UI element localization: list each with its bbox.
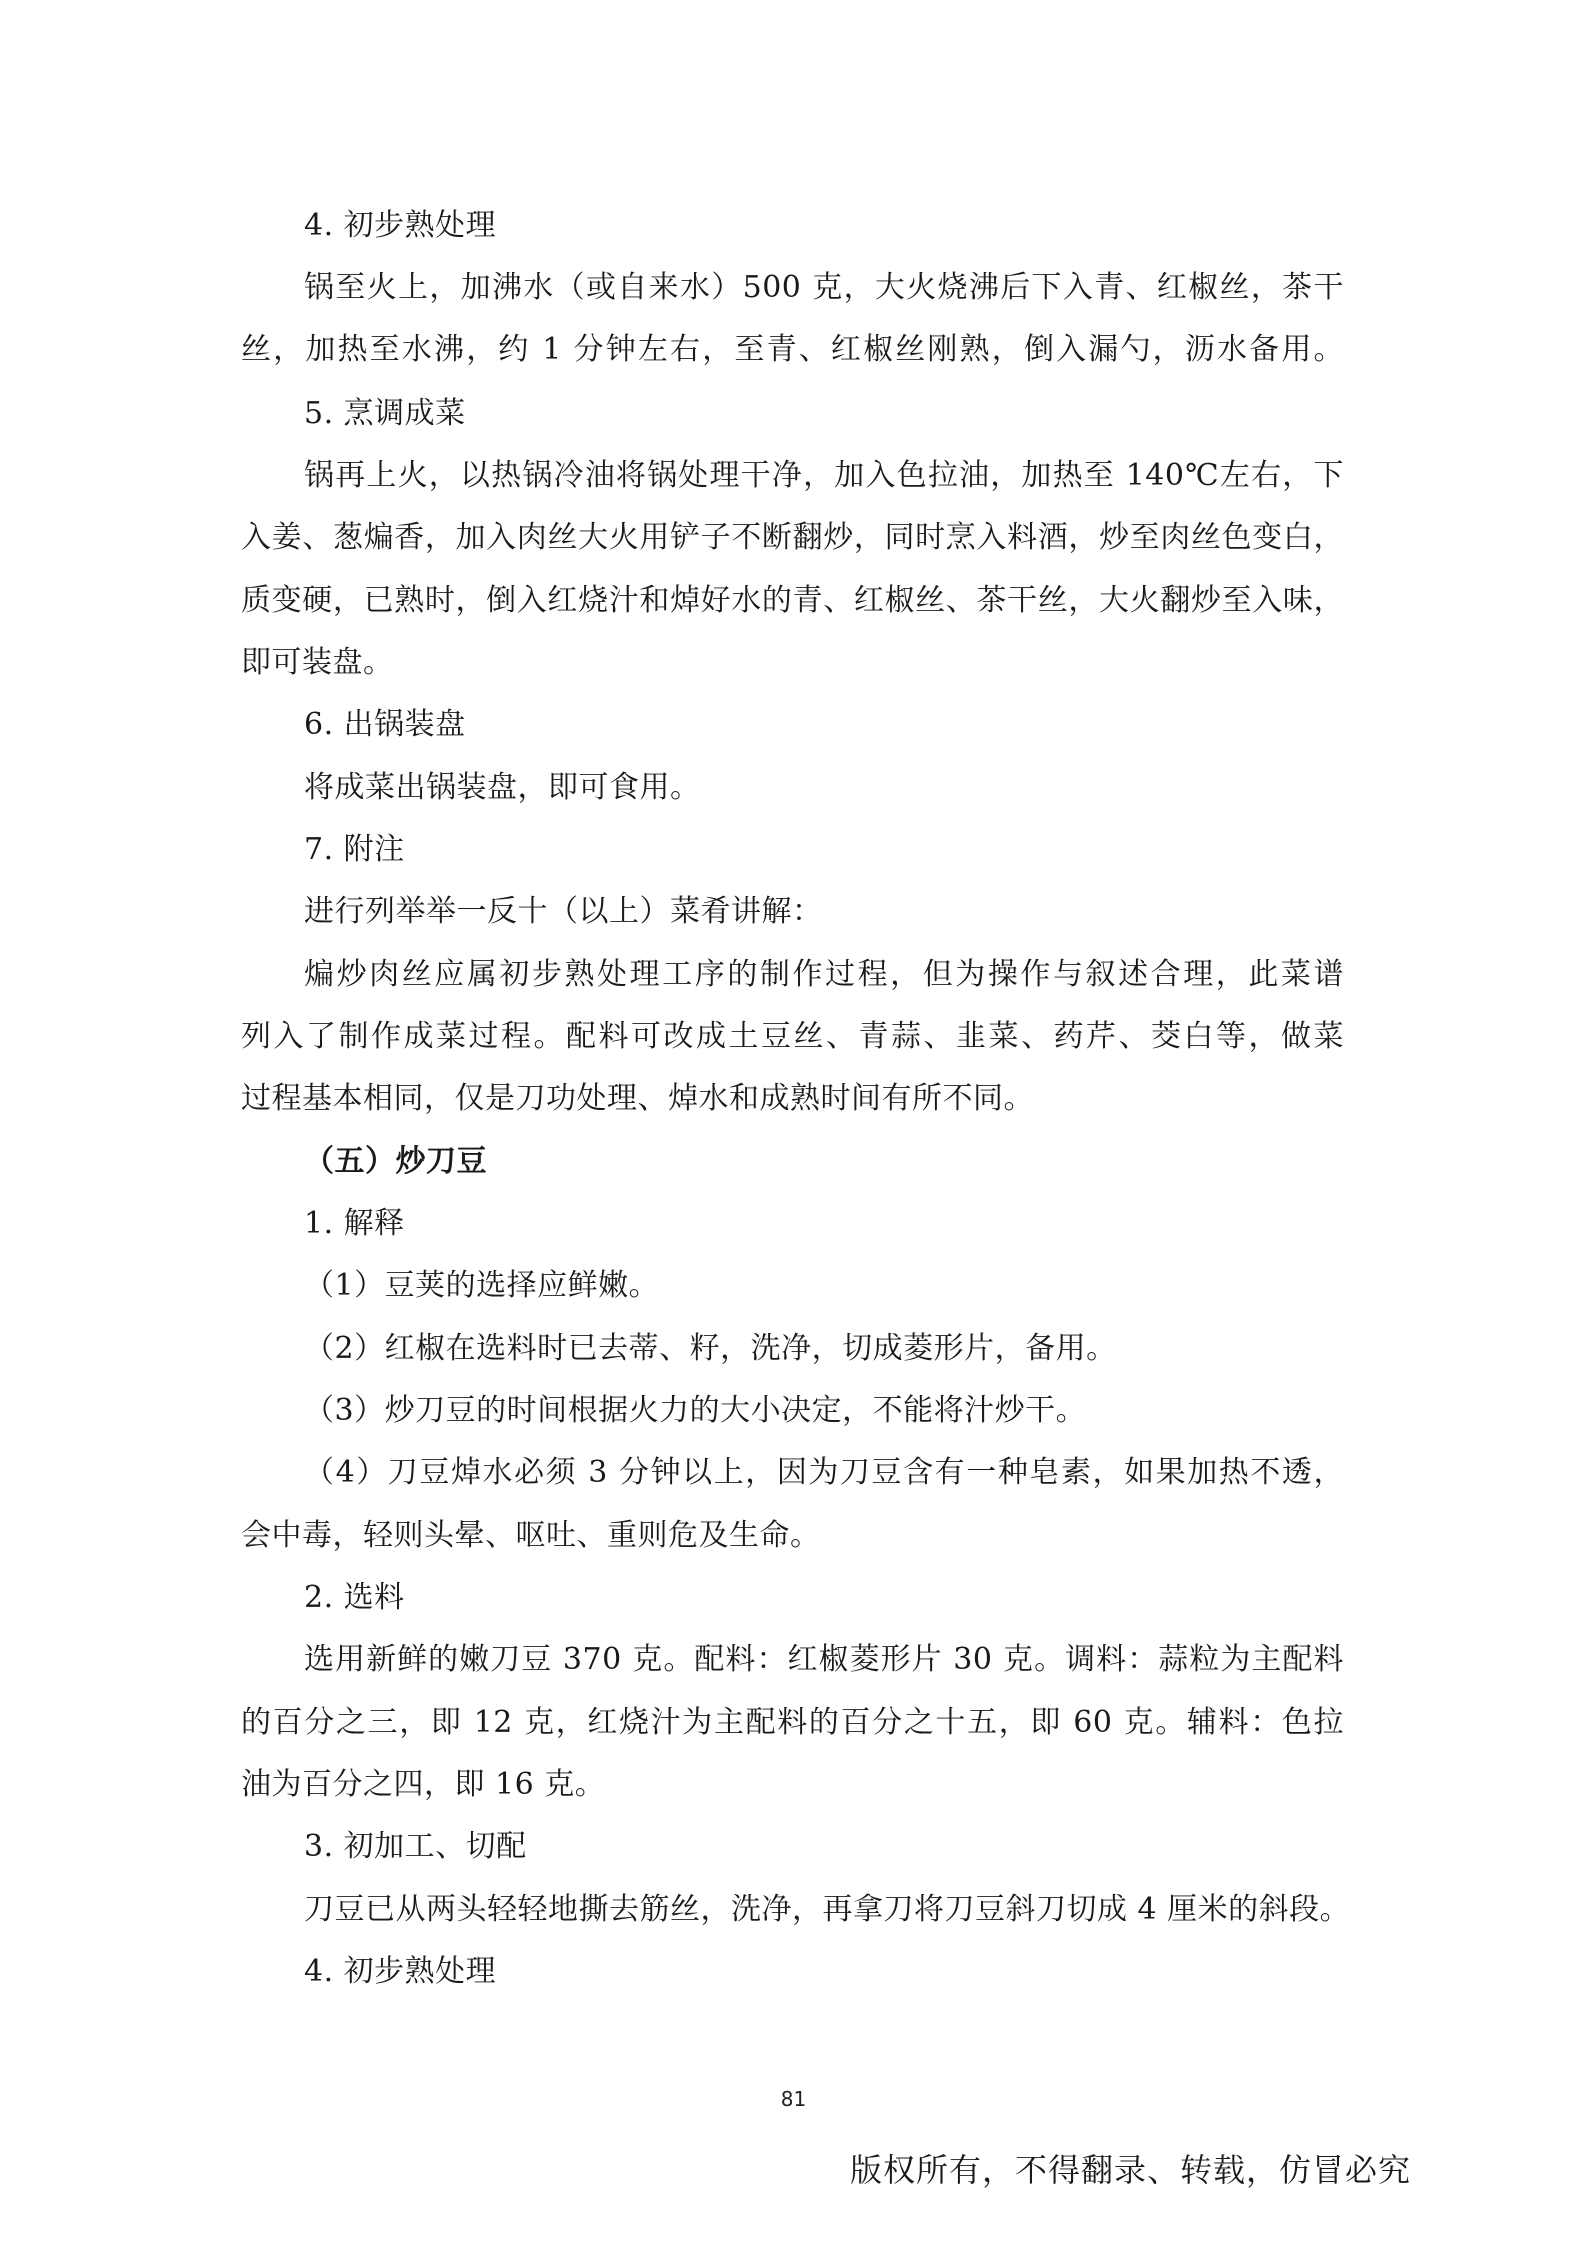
section-heading-cooking: 5. 烹调成菜 (304, 396, 466, 431)
paragraph-line: 锅至火上，加沸水（或自来水）500 克，大火烧沸后下入青、红椒丝，茶干 (304, 270, 1344, 305)
chapter-heading-stir-fried-sword-beans: （五）炒刀豆 (304, 1144, 487, 1179)
paragraph-line: 进行列举举一反十（以上）菜肴讲解： (304, 894, 823, 929)
section-heading-ingredients: 2. 选料 (304, 1580, 405, 1615)
paragraph-line: 质变硬，已熟时，倒入红烧汁和焯好水的青、红椒丝、茶干丝，大火翻炒至入味， (241, 583, 1344, 618)
list-item: （3）炒刀豆的时间根据火力的大小决定，不能将汁炒干。 (304, 1393, 1087, 1428)
paragraph-line: 将成菜出锅装盘，即可食用。 (304, 770, 701, 805)
paragraph-line: 的百分之三，即 12 克，红烧汁为主配料的百分之十五，即 60 克。辅料：色拉 (241, 1705, 1344, 1740)
paragraph-line: 会中毒，轻则头晕、呕吐、重则危及生命。 (241, 1518, 821, 1553)
paragraph-line: 即可装盘。 (241, 645, 394, 680)
list-item: （4）刀豆焯水必须 3 分钟以上，因为刀豆含有一种皂素，如果加热不透， (304, 1455, 1344, 1490)
section-heading-notes: 7. 附注 (304, 832, 405, 867)
section-heading-preliminary-cooking: 4. 初步熟处理 (304, 1954, 497, 1989)
paragraph-line: 煸炒肉丝应属初步熟处理工序的制作过程，但为操作与叙述合理，此菜谱 (304, 957, 1344, 992)
paragraph-line: 油为百分之四，即 16 克。 (241, 1767, 606, 1802)
paragraph-line: 选用新鲜的嫩刀豆 370 克。配料：红椒菱形片 30 克。调料：蒜粒为主配料 (304, 1642, 1344, 1677)
paragraph-line: 列入了制作成菜过程。配料可改成土豆丝、青蒜、韭菜、药芹、茭白等，做菜 (241, 1019, 1344, 1054)
section-heading-explanation: 1. 解释 (304, 1206, 405, 1241)
paragraph-line: 过程基本相同，仅是刀功处理、焯水和成熟时间有所不同。 (241, 1081, 1034, 1116)
section-heading-plating: 6. 出锅装盘 (304, 707, 466, 742)
list-item: （1）豆荚的选择应鲜嫩。 (304, 1268, 660, 1303)
copyright-notice: 版权所有，不得翻录、转载，仿冒必究 (850, 2151, 1412, 2189)
section-heading-preliminary-cooking: 4. 初步熟处理 (304, 208, 497, 243)
paragraph-line: 锅再上火，以热锅冷油将锅处理干净，加入色拉油，加热至 140℃左右，下 (304, 458, 1344, 493)
paragraph-line: 入姜、葱煸香，加入肉丝大火用铲子不断翻炒，同时烹入料酒，炒至肉丝色变白， (241, 520, 1344, 555)
page-number: 81 (780, 2087, 807, 2111)
section-heading-preparation: 3. 初加工、切配 (304, 1829, 527, 1864)
paragraph-line: 丝，加热至水沸，约 1 分钟左右，至青、红椒丝刚熟，倒入漏勺，沥水备用。 (241, 332, 1344, 367)
paragraph-line: 刀豆已从两头轻轻地撕去筋丝，洗净，再拿刀将刀豆斜刀切成 4 厘米的斜段。 (304, 1892, 1351, 1927)
list-item: （2）红椒在选料时已去蒂、籽，洗净，切成菱形片，备用。 (304, 1331, 1117, 1366)
